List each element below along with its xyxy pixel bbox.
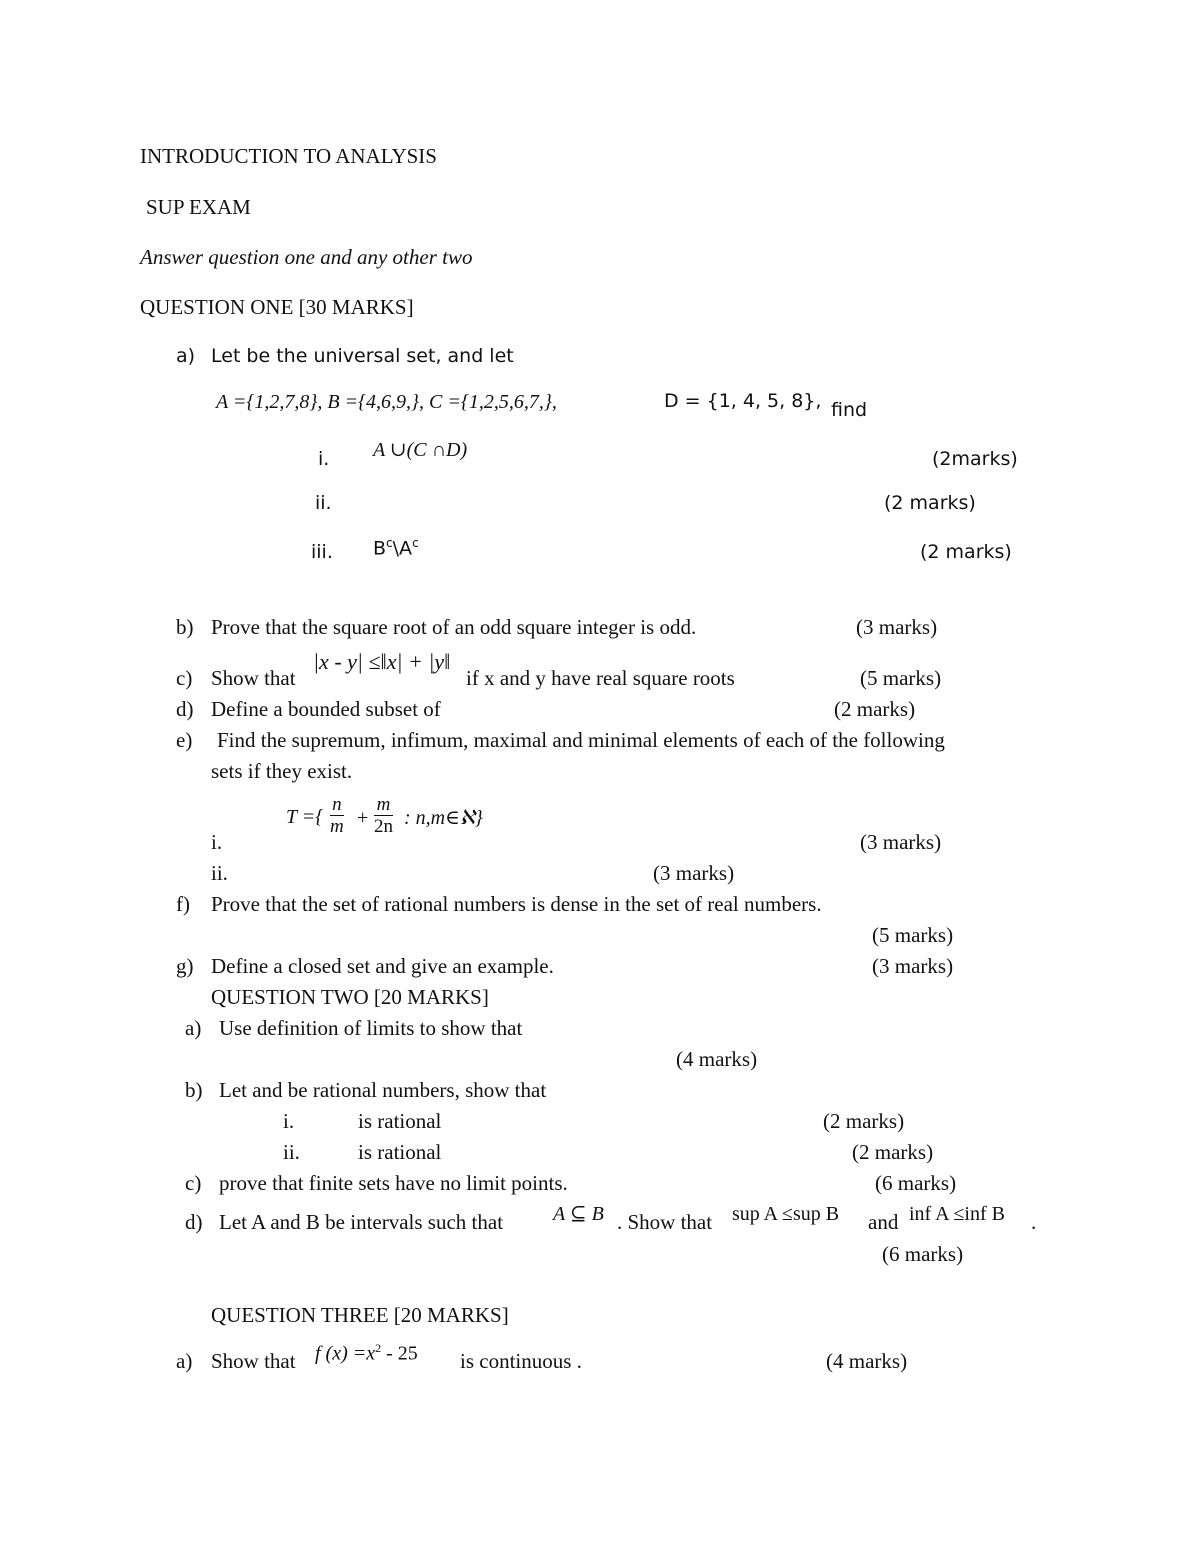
- q2d-subset-math: A ⊆ B: [553, 1203, 604, 1225]
- course-title: INTRODUCTION TO ANALYSIS: [140, 144, 437, 168]
- q3a-text-pre: Show that: [211, 1349, 296, 1373]
- q2b-part-marks: (2 marks): [823, 1109, 905, 1133]
- q2d-period: .: [1031, 1210, 1037, 1234]
- q1g-label: g): [176, 954, 194, 978]
- q1d-text: Define a bounded subset of: [211, 697, 441, 721]
- q2b-text: Let and be rational numbers, show that: [219, 1078, 547, 1102]
- q1a-part-marks: (2 marks): [920, 541, 1012, 563]
- q2d-inf-math: inf A ≤inf B: [909, 1203, 1005, 1225]
- q2c-marks: (6 marks): [875, 1171, 957, 1195]
- q1a-part-number: ii.: [315, 492, 332, 514]
- q1a-part-expression: A ∪(C ∩D): [373, 439, 468, 461]
- q3a-function-math: [315, 1342, 418, 1364]
- q3a-text-post: is continuous .: [460, 1349, 582, 1373]
- q2a-marks: (4 marks): [676, 1047, 758, 1071]
- q2d-text-mid: . Show that: [617, 1210, 713, 1234]
- q3a-marks: (4 marks): [826, 1349, 908, 1373]
- question-two-heading: QUESTION TWO [20 MARKS]: [211, 985, 489, 1009]
- expr-setminus: \A: [392, 537, 413, 560]
- expr-complement-sup: c: [386, 536, 393, 550]
- q1e-set-t-lhs: T ={: [286, 806, 324, 828]
- q1e-set-t-rhs: : n,m∈ℵ}: [404, 807, 483, 829]
- q1c-text-pre: Show that: [211, 666, 296, 690]
- q2d-and: and: [868, 1210, 899, 1234]
- q1d-label: d): [176, 697, 194, 721]
- q3a-label: a): [176, 1349, 193, 1373]
- q1e-part-number: i.: [211, 830, 223, 854]
- q1d-marks: (2 marks): [834, 697, 916, 721]
- q1e-part-marks: (3 marks): [860, 830, 942, 854]
- q1c-label: c): [176, 666, 193, 690]
- fraction-numerator: m: [374, 795, 393, 816]
- q1a-sets-abc: A ={1,2,7,8}, B ={4,6,9,}, C ={1,2,5,6,7,},: [216, 391, 557, 413]
- q1a-part-number: iii.: [311, 541, 333, 563]
- q1e-part-marks: (3 marks): [653, 861, 735, 885]
- fraction-denominator: 2n: [374, 816, 393, 837]
- q1b-text: Prove that the square root of an odd square integer is odd.: [211, 615, 697, 639]
- q2d-label: d): [185, 1210, 203, 1234]
- q1g-text: Define a closed set and give an example.: [211, 954, 554, 978]
- q1b-marks: (3 marks): [856, 615, 938, 639]
- question-one-heading: QUESTION ONE [30 MARKS]: [140, 295, 414, 319]
- q2c-label: c): [185, 1171, 202, 1195]
- q1e-fraction-m-over-2n: [374, 795, 393, 838]
- expr-complement-sup: c: [412, 536, 419, 550]
- function-rest: - 25: [381, 1342, 418, 1365]
- q1a-label: a): [176, 345, 196, 367]
- expr-base: B: [373, 537, 387, 560]
- q1e-part-number: ii.: [211, 861, 228, 885]
- q1e-fraction-n-over-m: [330, 795, 344, 838]
- q1a-part-marks: (2 marks): [884, 492, 976, 514]
- fraction-numerator: n: [330, 795, 344, 816]
- q2b-part-text: is rational: [358, 1140, 442, 1164]
- q1f-text: Prove that the set of rational numbers is dense in the set of real numbers.: [211, 892, 822, 916]
- q1c-marks: (5 marks): [860, 666, 942, 690]
- q1f-label: f): [176, 892, 190, 916]
- q1f-marks: (5 marks): [872, 923, 954, 947]
- q1a-find: find: [831, 399, 868, 421]
- q1a-part-marks: (2marks): [932, 448, 1018, 470]
- q1b-label: b): [176, 615, 194, 639]
- q2d-text-pre: Let A and B be intervals such that: [219, 1210, 504, 1234]
- q1a-text: Let be the universal set, and let: [211, 345, 514, 367]
- q2b-label: b): [185, 1078, 203, 1102]
- q2b-part-number: ii.: [283, 1140, 300, 1164]
- q1a-set-definitions: [216, 392, 557, 412]
- q1a-part-number: i.: [318, 448, 330, 470]
- exam-instructions: Answer question one and any other two: [140, 245, 473, 269]
- q2b-part-number: i.: [283, 1109, 295, 1133]
- q1c-text-post: if x and y have real square roots: [466, 666, 735, 690]
- function-lhs: f (x) =x: [315, 1342, 376, 1365]
- q1a-set-d: D = {1, 4, 5, 8},: [664, 390, 822, 412]
- exam-type: SUP EXAM: [146, 195, 251, 219]
- q2d-sup-math: sup A ≤sup B: [732, 1203, 840, 1225]
- q1g-marks: (3 marks): [872, 954, 954, 978]
- q2b-part-text: is rational: [358, 1109, 442, 1133]
- question-three-heading: QUESTION THREE [20 MARKS]: [211, 1303, 509, 1327]
- q1e-text-line1: Find the supremum, infimum, maximal and minimal elements of each of the following: [217, 728, 945, 752]
- q2c-text: prove that finite sets have no limit points.: [219, 1171, 568, 1195]
- q1a-part-expression: [373, 537, 419, 558]
- q1e-plus-sign: +: [357, 807, 369, 829]
- function-exponent: 2: [375, 1341, 382, 1355]
- q2d-marks: (6 marks): [882, 1242, 964, 1266]
- fraction-denominator: m: [330, 816, 344, 837]
- q2b-part-marks: (2 marks): [852, 1140, 934, 1164]
- q2a-label: a): [185, 1016, 202, 1040]
- q1e-text-line2: sets if they exist.: [211, 759, 353, 783]
- q1e-label: e): [176, 728, 193, 752]
- q2a-text: Use definition of limits to show that: [219, 1016, 523, 1040]
- q1c-math: |x - y| ≤‖x| + |y‖: [313, 649, 451, 674]
